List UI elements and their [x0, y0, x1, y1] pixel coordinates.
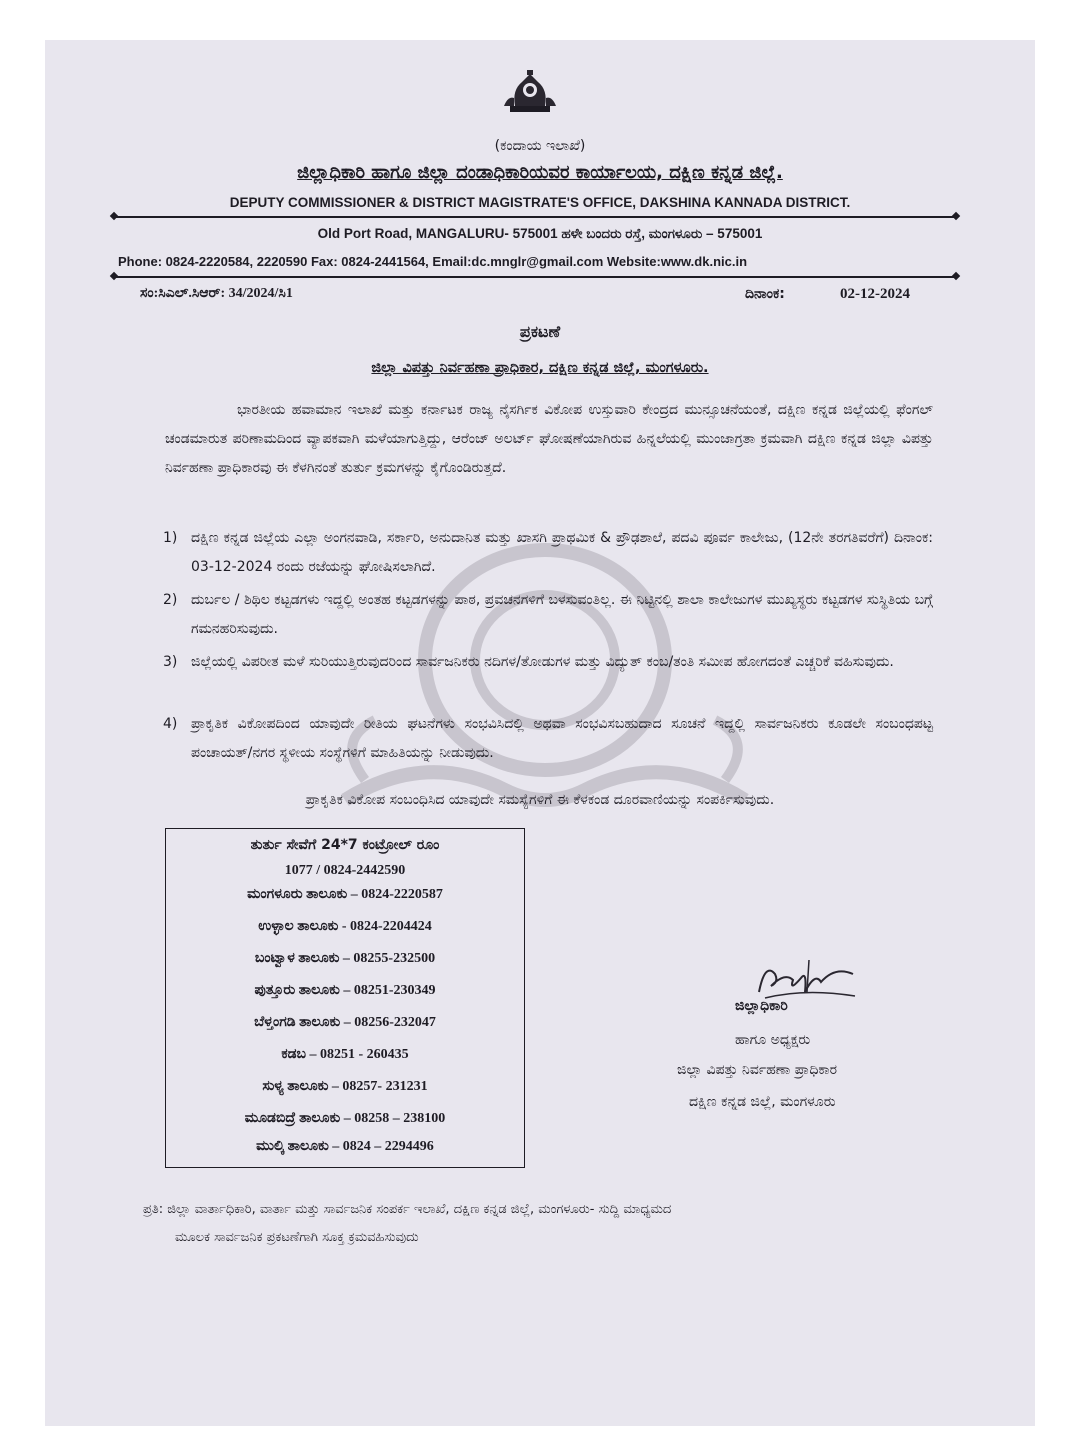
helpline-box	[165, 828, 525, 1168]
helpline-main-number: 1077 / 0824-2442590	[284, 863, 406, 878]
helpline-taluk: ಬಂಟ್ವಾಳ ತಾಲೂಕು – 08255-232500	[254, 951, 436, 966]
office-address: Old Port Road, MANGALURU- 575001 ಹಳೇ ಬಂದರು ರಸ್ತೆ, ಮಂಗಳೂರು – 575001	[317, 226, 763, 241]
helpline-taluk: ಬೆಳ್ತಂಗಡಿ ತಾಲೂಕು – 08256-232047	[254, 1015, 436, 1030]
helpline-taluk: ಮೂಡಬಿದ್ರೆ ತಾಲೂಕು – 08258 – 238100	[244, 1111, 446, 1126]
header-divider-top	[115, 216, 955, 218]
copy-to-line: ಪ್ರತಿ: ಜಿಲ್ಲಾ ವಾರ್ತಾಧಿಕಾರಿ, ವಾರ್ತಾ ಮತ್ತು ಸಾರ್ವಜನಿಕ ಸಂಪರ್ಕ ಇಲಾಖೆ, ದಕ್ಷಿಣ ಕನ್ನಡ ಜಿಲ್ಲೆ, ಮಂಗಳೂರು- ಸುದ್ದಿ ಮಾಧ್ಯಮದ	[143, 1202, 672, 1217]
helpline-taluk: ಕಡಬ – 08251 - 260435	[281, 1047, 409, 1062]
signatory-role: ಹಾಗೂ ಅಧ್ಯಕ್ಷರು	[735, 1032, 811, 1048]
copy-to-line: ಮೂಲಕ ಸಾರ್ವಜನಿಕ ಪ್ರಕಟಣೆಗಾಗಿ ಸೂಕ್ತ ಕ್ರಮವಹಿಸುವುದು	[175, 1230, 419, 1245]
contact-note: ಪ್ರಾಕೃತಿಕ ವಿಕೋಪ ಸಂಬಂಧಿಸಿದ ಯಾವುದೇ ಸಮಸ್ಯೆಗಳಿಗೆ ಈ ಕೆಳಕಂಡ ದೂರವಾಣಿಯನ್ನು ಸಂಪರ್ಕಿಸುವುದು.	[305, 792, 775, 808]
notice-paragraph: ಭಾರತೀಯ ಹವಾಮಾನ ಇಲಾಖೆ ಮತ್ತು ಕರ್ನಾಟಕ ರಾಜ್ಯ ನೈಸರ್ಗಿಕ ವಿಕೋಪ ಉಸ್ತುವಾರಿ ಕೇಂದ್ರದ ಮುನ್ಸೂಚನೆಯಂತೆ, ದಕ್ಷಿಣ ಕನ್ನಡ ಜಿಲ್ಲೆಯಲ್ಲಿ ಫೆಂಗಲ್ ಚಂಡಮಾರುತ ಪರಿಣಾಮದಿಂದ ವ್ಯಾಪಕವಾಗಿ ಮಳೆಯಾಗುತ್ತಿದ್ದು, ಆರೆಂಜ್ ಅಲರ್ಟ್ ಘೋಷಣೆಯಾಗಿರುವ ಹಿನ್ನಲೆಯಲ್ಲಿ ಮುಂಜಾಗ್ರತಾ ಕ್ರಮವಾಗಿ ದಕ್ಷಿಣ ಕನ್ನಡ ಜಿಲ್ಲಾ ವಿಪತ್ತು ನಿರ್ವಹಣಾ ಪ್ರಾಧಿಕಾರವು ಈ ಕೆಳಗಿನಂತೆ ತುರ್ತು ಕ್ರಮಗಳನ್ನು ಕೈಗೊಂಡಿರುತ್ತದೆ.	[165, 402, 933, 476]
signatory-authority: ಜಿಲ್ಲಾ ವಿಪತ್ತು ನಿರ್ವಹಣಾ ಪ್ರಾಧಿಕಾರ	[677, 1062, 838, 1078]
list-item	[163, 710, 933, 768]
list-item-number: 3)	[163, 654, 178, 670]
helpline-taluk: ಉಳ್ಳಾಲ ತಾಲೂಕು - 0824-2204424	[258, 919, 432, 934]
office-contact: Phone: 0824-2220584, 2220590 Fax: 0824-2441564, Email:dc.mnglr@gmail.com Website:www.dk.nic.in	[118, 254, 748, 269]
list-item-text: ದಕ್ಷಿಣ ಕನ್ನಡ ಜಿಲ್ಲೆಯ ಎಲ್ಲಾ ಅಂಗನವಾಡಿ, ಸರ್ಕಾರಿ, ಅನುದಾನಿತ ಮತ್ತು ಖಾಸಗಿ ಪ್ರಾಥಮಿಕ & ಪ್ರೌಢಶಾಲೆ, ಪದವಿ ಪೂರ್ವ ಕಾಲೇಜು, (12ನೇ ತರಗತಿವರೆಗೆ) ದಿನಾಂಕ: 03-12-2024 ರಂದು ರಜೆಯನ್ನು ಘೋಷಿಸಲಾಗಿದೆ.	[191, 530, 933, 575]
notice-date: 02-12-2024	[840, 286, 910, 302]
list-item-text: ಜಿಲ್ಲೆಯಲ್ಲಿ ವಿಪರೀತ ಮಳೆ ಸುರಿಯುತ್ತಿರುವುದರಿಂದ ಸಾರ್ವಜನಿಕರು ನದಿಗಳ/ತೋಡುಗಳ ಮತ್ತು ವಿದ್ಯುತ್ ಕಂಬ/ತಂತಿ ಸಮೀಪ ಹೋಗದಂತೆ ಎಚ್ಚರಿಕೆ ವಹಿಸುವುದು.	[191, 654, 894, 670]
list-item-text: ಪ್ರಾಕೃತಿಕ ವಿಕೋಪದಿಂದ ಯಾವುದೇ ರೀತಿಯ ಘಟನೆಗಳು ಸಂಭವಿಸಿದಲ್ಲಿ ಅಥವಾ ಸಂಭವಿಸಬಹುದಾದ ಸೂಚನೆ ಇದ್ದಲ್ಲಿ ಸಾರ್ವಜನಿಕರು ಕೂಡಲೇ ಸಂಬಂಧಪಟ್ಟ ಪಂಚಾಯತ್/ನಗರ ಸ್ಥಳೀಯ ಸಂಸ್ಥೆಗಳಿಗೆ ಮಾಹಿತಿಯನ್ನು ನೀಡುವುದು.	[191, 716, 933, 761]
list-item-text: ದುರ್ಬಲ / ಶಿಥಿಲ ಕಟ್ಟಡಗಳು ಇದ್ದಲ್ಲಿ ಅಂತಹ ಕಟ್ಟಡಗಳನ್ನು ಪಾಠ, ಪ್ರವಚನಗಳಿಗೆ ಬಳಸುವಂತಿಲ್ಲ. ಈ ನಿಟ್ಟಿನಲ್ಲಿ ಶಾಲಾ ಕಾಲೇಜುಗಳ ಮುಖ್ಯಸ್ಥರು ಕಟ್ಟಡಗಳ ಸುಸ್ಥಿತಿಯ ಬಗ್ಗೆ ಗಮನಹರಿಸುವುದು.	[191, 592, 933, 637]
karnataka-emblem-icon	[500, 68, 560, 116]
office-name-english: DEPUTY COMMISSIONER & DISTRICT MAGISTRATE'S OFFICE, DAKSHINA KANNADA DISTRICT.	[229, 195, 851, 210]
reference-number: ಸಂ:ಸಿಎಲ್.ಸಿಆರ್: 34/2024/ಸಿ1	[140, 286, 293, 301]
office-name-kannada: ಜಿಲ್ಲಾಧಿಕಾರಿ ಹಾಗೂ ಜಿಲ್ಲಾ ದಂಡಾಧಿಕಾರಿಯವರ ಕಾರ್ಯಾಲಯ, ದಕ್ಷಿಣ ಕನ್ನಡ ಜಿಲ್ಲೆ.	[297, 162, 783, 183]
list-item-number: 4)	[163, 716, 178, 732]
helpline-taluk: ಪುತ್ತೂರು ತಾಲೂಕು – 08251-230349	[254, 983, 436, 998]
authority-name: ಜಿಲ್ಲಾ ವಿಪತ್ತು ನಿರ್ವಹಣಾ ಪ್ರಾಧಿಕಾರ, ದಕ್ಷಿಣ ಕನ್ನಡ ಜಿಲ್ಲೆ, ಮಂಗಳೂರು.	[371, 360, 709, 376]
header-divider-bottom	[115, 276, 955, 278]
list-item	[163, 648, 933, 677]
list-item	[163, 524, 933, 582]
list-item-number: 2)	[163, 592, 178, 608]
notice-title: ಪ್ರಕಟಣೆ	[519, 322, 561, 341]
notice-document	[45, 40, 1035, 1426]
signatory-location: ದಕ್ಷಿಣ ಕನ್ನಡ ಜಿಲ್ಲೆ, ಮಂಗಳೂರು	[689, 1094, 836, 1110]
department-name: (ಕಂದಾಯ ಇಲಾಖೆ)	[494, 138, 586, 154]
list-item	[163, 586, 933, 644]
helpline-title: ತುರ್ತು ಸೇವೆಗೆ 24*7 ಕಂಟ್ರೋಲ್ ರೂಂ	[250, 837, 440, 853]
signatory-title: ಜಿಲ್ಲಾಧಿಕಾರಿ	[735, 998, 788, 1014]
helpline-taluk: ಮುಲ್ಕಿ ತಾಲೂಕು – 0824 – 2294496	[256, 1139, 434, 1154]
helpline-taluk: ಮಂಗಳೂರು ತಾಲೂಕು – 0824-2220587	[247, 887, 443, 902]
list-item-number: 1)	[163, 530, 178, 546]
date-label: ದಿನಾಂಕ:	[745, 286, 785, 302]
helpline-taluk: ಸುಳ್ಯ ತಾಲೂಕು – 08257- 231231	[262, 1079, 428, 1094]
